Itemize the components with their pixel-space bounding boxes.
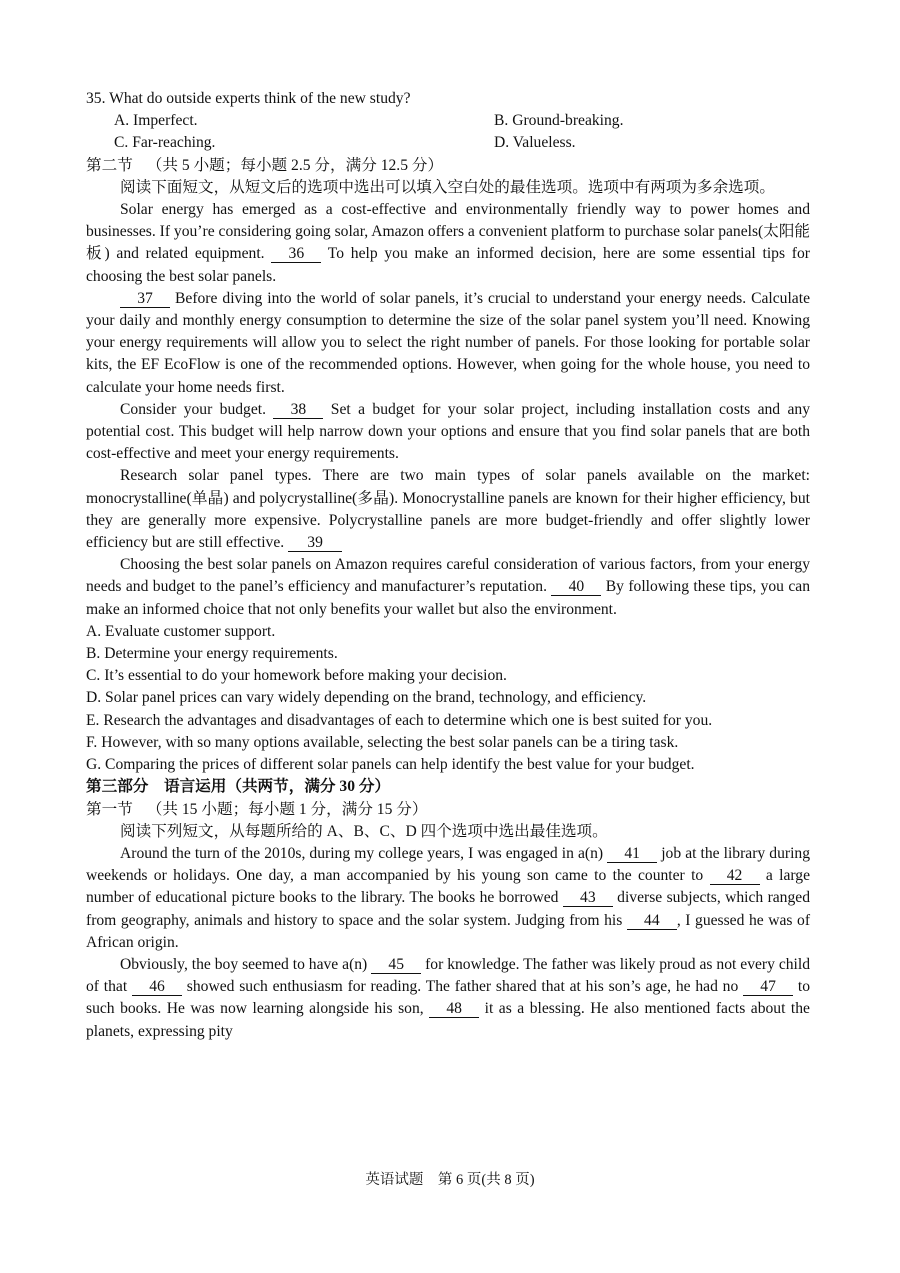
section1-title: 第一节 [86,800,133,818]
blank-37[interactable]: 37 [120,290,170,308]
blank-41[interactable]: 41 [607,845,657,863]
q35-options [86,110,810,154]
section1-instructions: 阅读下列短文，从每题所给的 A、B、C、D 四个选项中选出最佳选项。 [120,822,608,840]
section2-info: （共 5 小题；每小题 2.5 分，满分 12.5 分） [146,156,444,174]
blank-45[interactable]: 45 [371,956,421,974]
choice-c: C. It’s essential to do your homework before making your decision. [86,667,507,685]
section1-header [86,799,810,821]
passage-paragraph-2: 37 Before diving into the world of solar panels, it’s crucial to understand your energy needs. Calculate your daily and monthly energy consumption to determine the size of the solar panel system you’ll need. Knowing your energy requirements will allow you to select the right number of panels. For those looking for portable solar kits, the EF EcoFlow is one of the recommended options. However, when going for the whole house, you need to calculate your home needs first. [86,289,810,396]
cloze-paragraph-2: Obviously, the boy seemed to have a(n) 45 for knowledge. The father was likely proud as not every child of that 46 showed such enthusiasm for reading. The father shared that at his son’s age, he had no 47 to such books. He was now learning alongside his son, 48 it as a blessing. He also mentioned facts about the planets, expressing pity [86,955,811,1040]
choice-f: F. However, with so many options available, selecting the best solar panels can be a tiring task. [86,733,679,751]
cloze-paragraph-1: Around the turn of the 2010s, during my college years, I was engaged in a(n) 41 job at the library during weekends or holidays. One day, a man accompanied by his young son came to the counter to 42 a large number of educational picture books to the library. The books he borrowed 43 diverse subjects, which ranged from geography, animals and history to space and the solar system. Judging from his 44 , I guessed he was of African origin. [86,844,811,951]
passage-paragraph-1: Solar energy has emerged as a cost-effective and environmentally friendly way to power homes and businesses. If you’re considering going solar, Amazon offers a convenient platform to purchase solar panels(太阳能板) and related equipment. 36 To help you make an informed decision, here are some essential tips for choosing the best solar panels. [86,201,811,285]
section2-title: 第二节 [86,156,133,174]
q35-option-b: B. Ground-breaking. [494,112,624,130]
blank-39[interactable]: 39 [288,534,342,552]
blank-43[interactable]: 43 [563,889,613,907]
section2-header [86,155,810,177]
page-footer: 英语试题 第 6 页(共 8 页) [365,1172,535,1188]
choice-b: B. Determine your energy requirements. [86,645,338,663]
blank-38[interactable]: 38 [273,401,323,419]
choice-g: G. Comparing the prices of different solar panels can help identify the best value for your budget. [86,756,695,774]
passage-paragraph-4: Research solar panel types. There are two main types of solar panels available on the market: monocrystalline(单晶) and polycrystalline(多晶). Monocrystalline panels are known for their higher efficiency, but they are generally more expensive. Polycrystalline panels are more budget-friendly and offer slightly lower efficiency but are still effective. 39 [86,467,810,552]
choice-d: D. Solar panel prices can vary widely depending on the brand, technology, and efficiency. [86,689,647,707]
blank-48[interactable]: 48 [429,1000,479,1018]
q35-stem: 35. What do outside experts think of the new study? [86,90,411,107]
q35-option-d: D. Valueless. [494,134,576,152]
section1-info: （共 15 小题；每小题 1 分，满分 15 分） [146,800,428,818]
blank-47[interactable]: 47 [743,978,793,996]
q35-option-c: C. Far-reaching. [114,134,216,152]
choice-a: A. Evaluate customer support. [86,622,276,640]
blank-44[interactable]: 44 [627,912,677,930]
blank-40[interactable]: 40 [551,578,601,596]
part3-title: 第三部分 语言运用（共两节，满分 30 分） [86,778,391,796]
passage-paragraph-5: Choosing the best solar panels on Amazon requires careful consideration of various factors, from your energy needs and budget to the panel’s efficiency and manufacturer’s reputation. 40 By following these tips, you can make an informed choice that not only benefits your wallet but also the environment. [86,556,810,618]
section2-instructions: 阅读下面短文，从短文后的选项中选出可以填入空白处的最佳选项。选项中有两项为多余选项。 [120,178,775,196]
blank-46[interactable]: 46 [132,978,182,996]
q35-option-a: A. Imperfect. [114,112,198,130]
blank-42[interactable]: 42 [710,867,760,885]
choice-e: E. Research the advantages and disadvantages of each to determine which one is best suited for you. [86,711,713,729]
passage-paragraph-3: Consider your budget. 38 Set a budget for your solar project, including installation costs and any potential cost. This budget will help narrow down your options and ensure that you find solar panels that are both cost-effective and meet your energy requirements. [86,400,810,463]
blank-36[interactable]: 36 [271,245,321,263]
exam-page [86,88,810,1043]
